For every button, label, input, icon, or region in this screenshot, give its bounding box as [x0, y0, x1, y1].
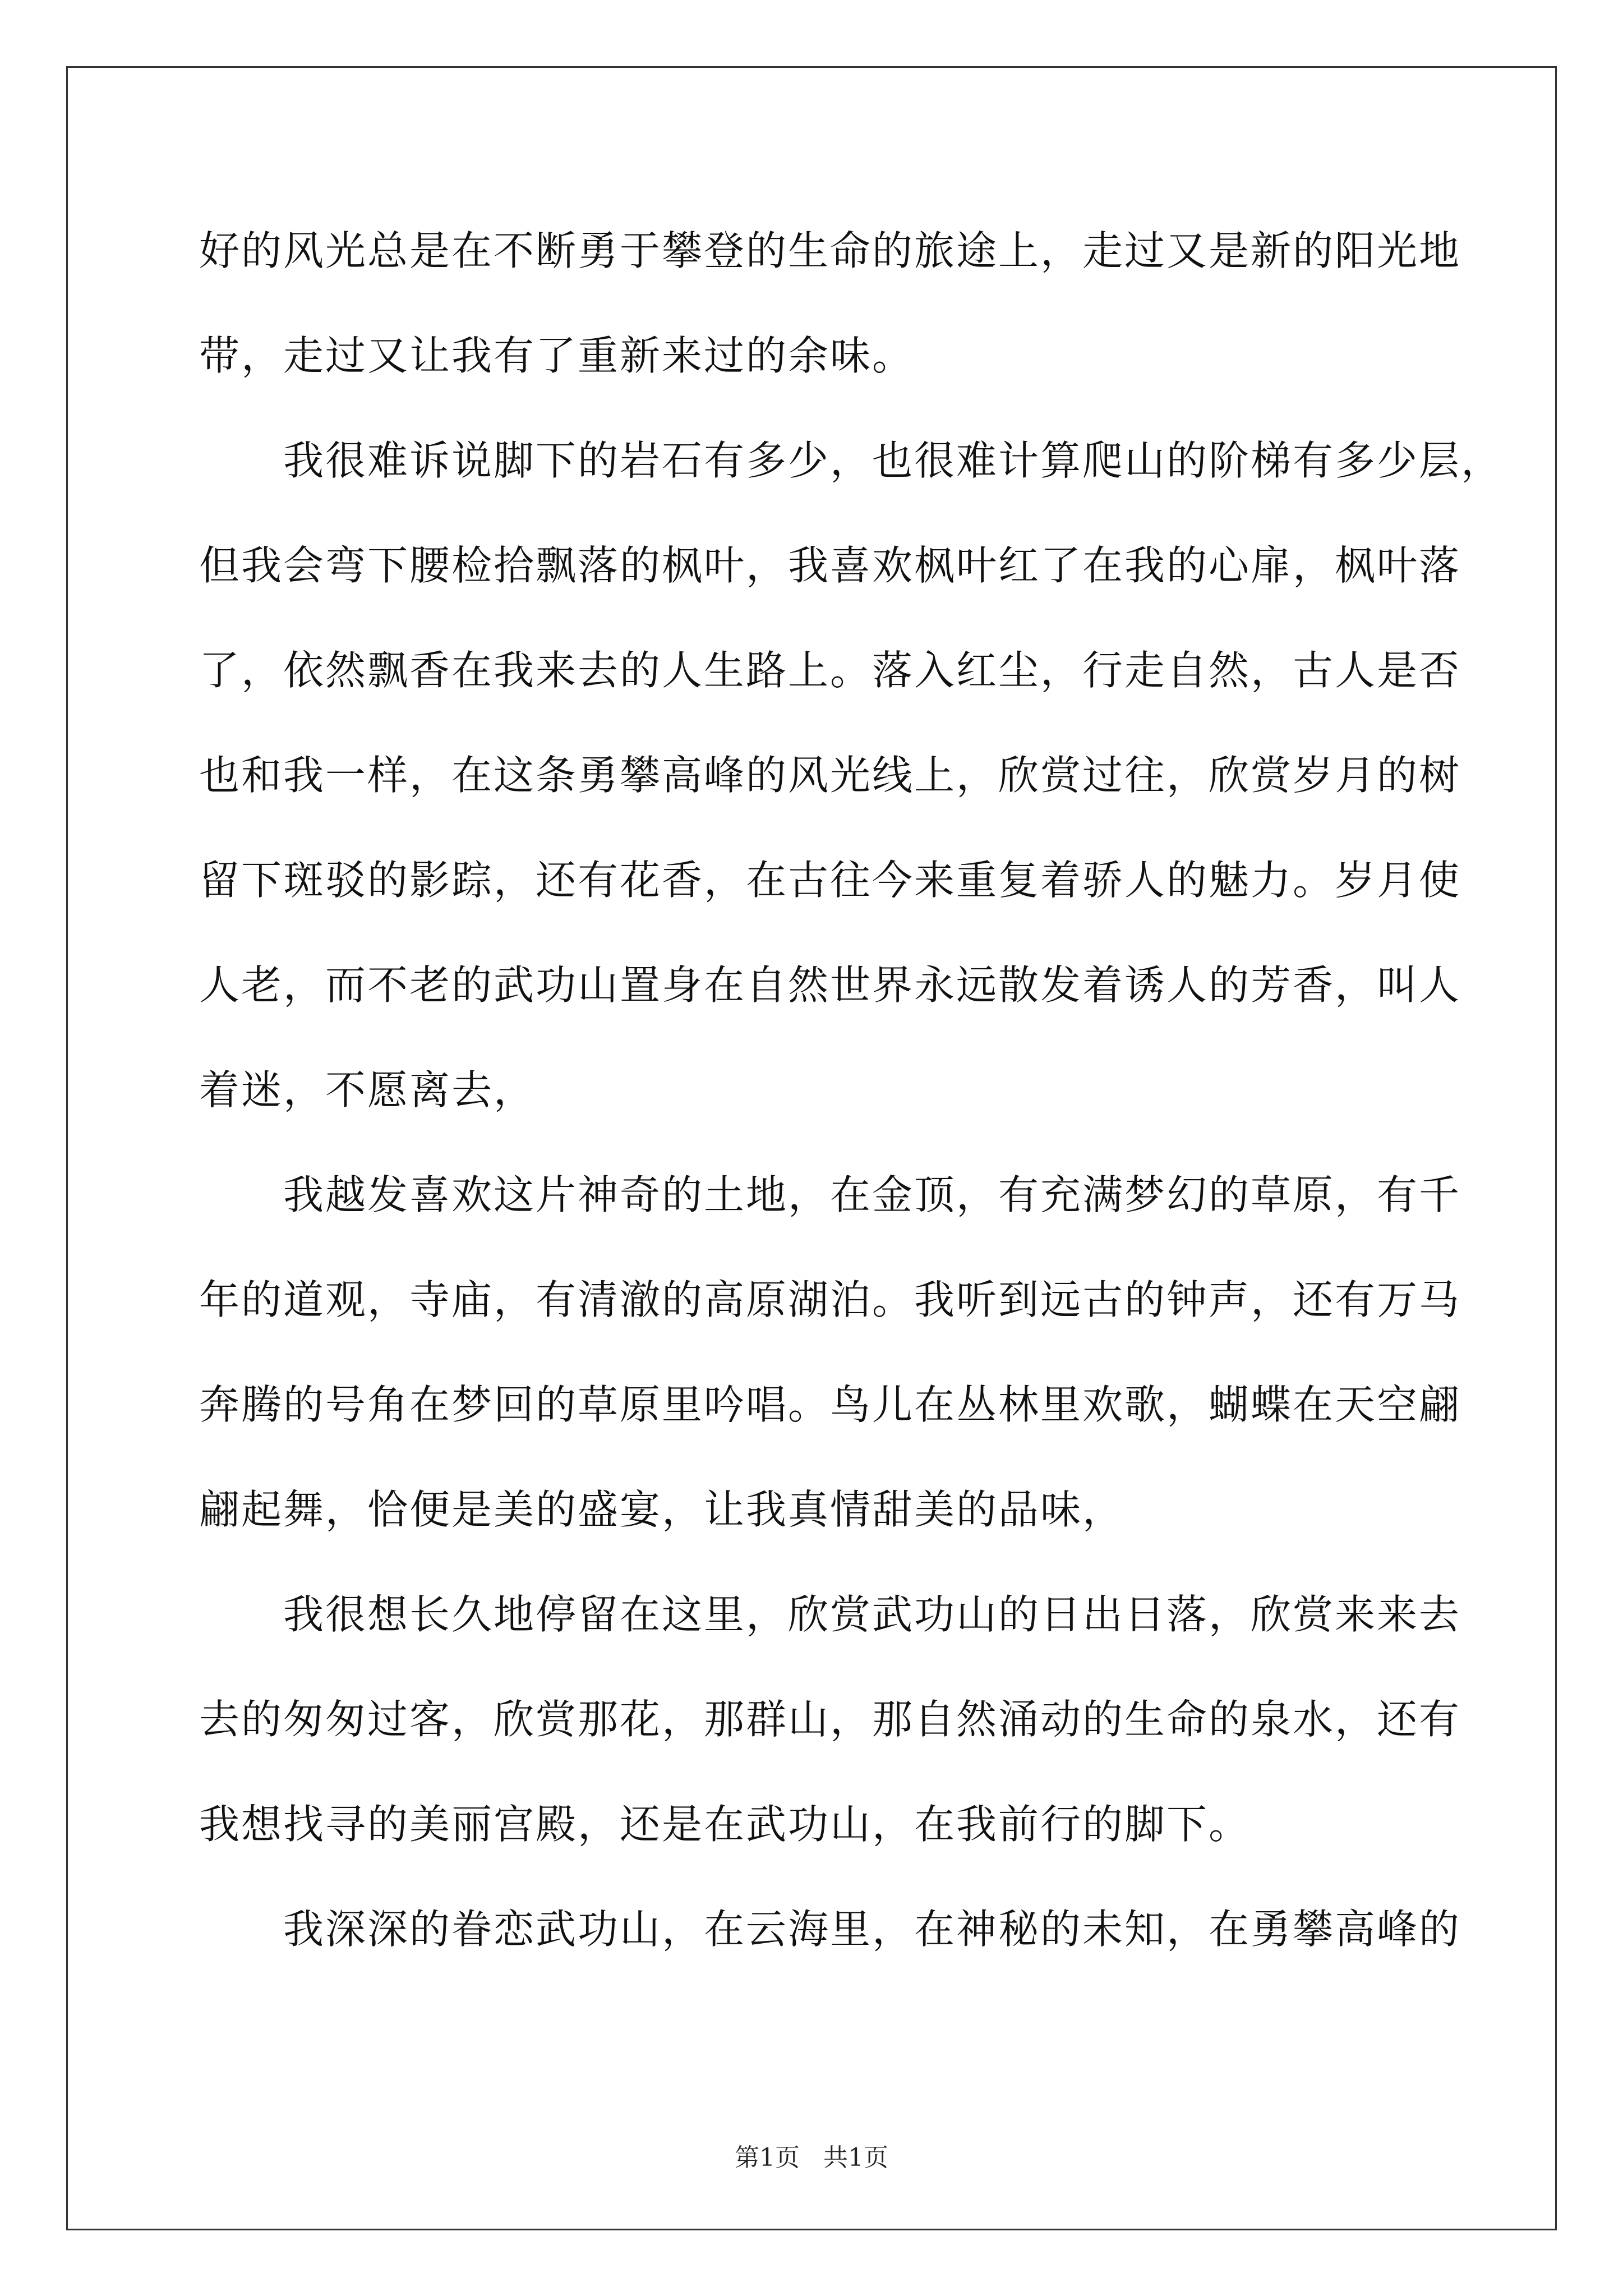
- text-line: 我想找寻的美丽宫殿，还是在武功山，在我前行的脚下。: [199, 1801, 1251, 1848]
- text-line: 着迷，不愿离去，: [199, 1066, 536, 1114]
- page-footer: 第1页 共1页: [735, 2143, 888, 2172]
- text-line: 我深深的眷恋武功山，在云海里，在神秘的未知，在勇攀高峰的: [283, 1906, 1461, 1953]
- text-line: 但我会弯下腰检拾飘落的枫叶，我喜欢枫叶红了在我的心扉，枫叶落: [199, 542, 1461, 589]
- text-line: 留下斑驳的影踪，还有花香，在古往今来重复着骄人的魅力。岁月使: [199, 857, 1461, 904]
- text-line: 我很想长久地停留在这里，欣赏武功山的日出日落，欣赏来来去: [283, 1591, 1461, 1638]
- document-body: [199, 216, 1504, 1999]
- text-line: 翩起舞，恰便是美的盛宴，让我真情甜美的品味，: [199, 1486, 1125, 1533]
- text-line: 奔腾的号角在梦回的草原里吟唱。鸟儿在丛林里欢歌，蝴蝶在天空翩: [199, 1381, 1461, 1428]
- text-line: 好的风光总是在不断勇于攀登的生命的旅途上，走过又是新的阳光地: [199, 227, 1461, 274]
- text-line: 了，依然飘香在我来去的人生路上。落入红尘，行走自然，古人是否: [199, 647, 1461, 694]
- text-line: 人老，而不老的武功山置身在自然世界永远散发着诱人的芳香，叫人: [199, 961, 1461, 1009]
- text-line: 我很难诉说脚下的岩石有多少，也很难计算爬山的阶梯有多少层，: [283, 437, 1504, 484]
- text-line: 带，走过又让我有了重新来过的余味。: [199, 332, 915, 379]
- text-line: 年的道观，寺庙，有清澈的高原湖泊。我听到远古的钟声，还有万马: [199, 1276, 1461, 1323]
- text-line: 也和我一样，在这条勇攀高峰的风光线上，欣赏过往，欣赏岁月的树: [199, 752, 1461, 799]
- text-line: 我越发喜欢这片神奇的土地，在金顶，有充满梦幻的草原，有千: [283, 1171, 1461, 1218]
- text-line: 去的匆匆过客，欣赏那花，那群山，那自然涌动的生命的泉水，还有: [199, 1696, 1461, 1743]
